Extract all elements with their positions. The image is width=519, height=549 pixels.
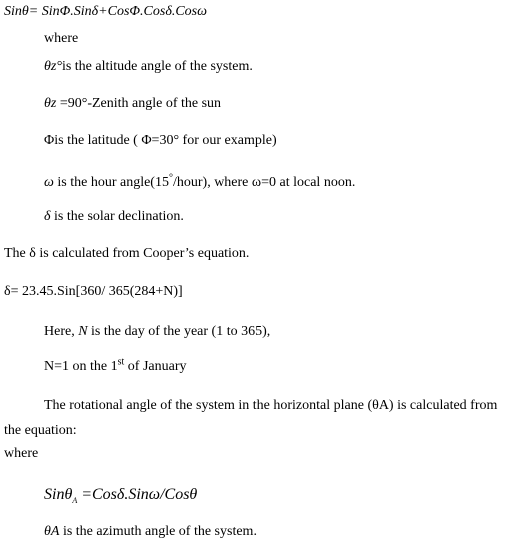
zenith-symbol: θz — [44, 96, 57, 111]
day-text-start: Here, — [44, 324, 79, 339]
definition-declination — [44, 209, 184, 225]
azimuth-equation — [44, 487, 197, 504]
day-definition — [44, 324, 270, 340]
eq3-subscript-a: A — [72, 495, 78, 505]
hour-angle-symbol: ω — [44, 175, 54, 190]
declination-symbol: δ — [44, 209, 51, 224]
cooper-equation: δ= 23.45.Sin[360/ 365(284+N)] — [4, 284, 183, 299]
day-text-end: is the day of the year (1 to 365), — [87, 324, 271, 339]
altitude-text: is the altitude angle of the system. — [61, 59, 253, 74]
azimuth-text: is the azimuth angle of the system. — [59, 524, 257, 539]
n1-text-end: of January — [124, 359, 187, 374]
zenith-text: =90°-Zenith angle of the sun — [56, 96, 222, 111]
degree-mark: ° — [168, 172, 173, 184]
hour-angle-text: is the hour angle(15 — [53, 175, 169, 190]
rotational-sentence-cont: the equation: — [4, 423, 77, 438]
declination-text: is the solar declination. — [50, 209, 184, 224]
n1-definition — [44, 356, 187, 375]
azimuth-definition — [44, 524, 257, 540]
cosine-equation: Sinθ= SinΦ.Sinδ+CosΦ.Cosδ.Cosω — [4, 4, 208, 19]
ordinal-suffix: st — [117, 356, 125, 368]
eq3-rhs: =Cosδ.Sinω/Cosθ — [77, 486, 198, 503]
day-symbol: N — [78, 324, 88, 339]
definition-altitude — [44, 59, 253, 75]
latitude-text: is the latitude ( Φ=30° for our example) — [54, 133, 277, 148]
cooper-sentence: The δ is calculated from Cooper’s equation. — [4, 246, 250, 261]
definition-zenith — [44, 96, 221, 112]
where-label-2: where — [4, 446, 39, 461]
eq3-lhs: Sinθ — [44, 486, 73, 503]
definition-hour-angle — [44, 172, 356, 191]
n1-text-start: N=1 on the 1 — [44, 359, 118, 374]
azimuth-symbol: θA — [44, 524, 60, 539]
altitude-symbol: θz° — [44, 59, 62, 74]
latitude-symbol: Φ — [44, 133, 55, 148]
rotational-sentence: The rotational angle of the system in the horizontal plane (θA) is calculated from — [44, 398, 498, 413]
definition-latitude — [44, 133, 277, 149]
hour-angle-text-end: /hour), where ω=0 at local noon. — [172, 175, 356, 190]
where-label: where — [44, 31, 79, 46]
